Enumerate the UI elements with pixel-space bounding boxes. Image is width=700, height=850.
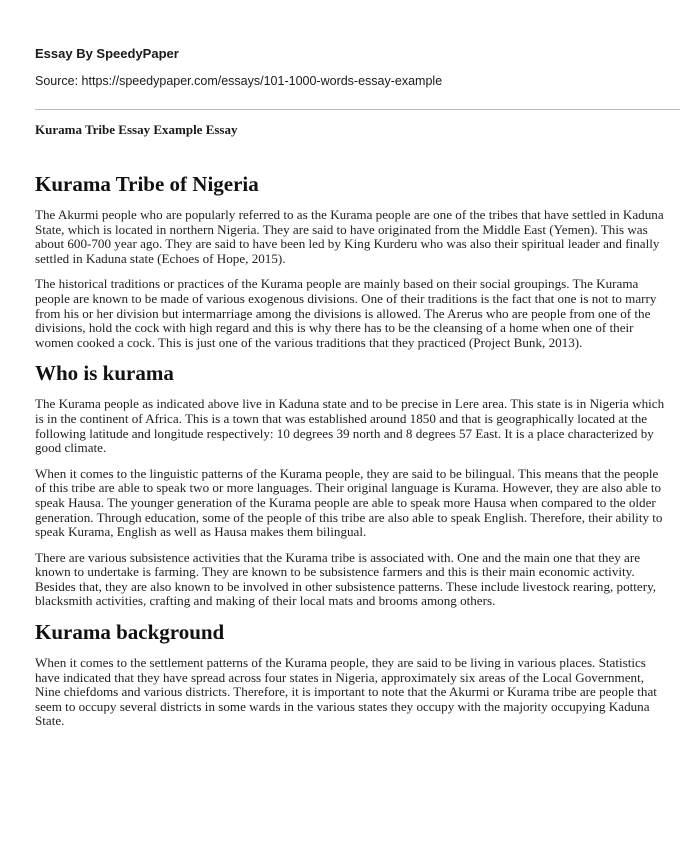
essay-body xyxy=(35,172,672,740)
paragraph: There are various subsistence activities that the Kurama tribe is associated with. One and the main one that they are known to undertake is farming. They are known to be subsistence farmers and this is their main economic activity. Besides that, they are also known to be involved in other subsistence patterns. These include livestock rearing, pottery, blacksmith activities, crafting and making of their local mats and brooms among others. xyxy=(35,549,657,609)
paragraph: The Kurama people as indicated above live in Kaduna state and to be precise in Lere area. This state is in Nigeria which is in the continent of Africa. This is a town that was established around 1850 and that is geographically located at the following latitude and longitude respectively: 10 degrees 39 north and 8 degrees 57 East. It is a place characterized by good climate. xyxy=(35,396,665,456)
section-heading-who-is-kurama: Who is kurama xyxy=(35,361,174,386)
paragraph: When it comes to the linguistic patterns of the Kurama people, they are said to be bilingual. This means that the people of this tribe are able to speak two or more languages. Their original language is Kurama. However, they are also able to speak Hausa. The younger generation of the Kurama people are able to speak more Hausa when compared to the older generation. Through education, some of the people of this tribe are also able to speak English. Therefore, their ability to speak Kurama, English as well as Hausa makes them bilingual. xyxy=(35,465,663,540)
paragraph: The Akurmi people who are popularly referred to as the Kurama people are one of the tribes that have settled in Kaduna State, which is located in northern Nigeria. They are said to have originated from the Middle East (Yemen). This was about 600-700 year ago. They are said to have been led by King Kurderu who was also their spiritual leader and finally settled in Kaduna state (Echoes of Hope, 2015). xyxy=(35,207,664,266)
section-heading-kurama-background: Kurama background xyxy=(35,620,225,645)
paragraph: The historical traditions or practices of the Kurama people are mainly based on their social groupings. The Kurama people are known to be made of various exogenous divisions. One of their traditions is the fact that one is not to marry from his or her division but intermarriage among the divisions is allowed. The Arerus who are people from one of the divisions, hold the cock with high regard and this is why there has to be the cleansing of a home when one of their women cooked a cock. This is just one of the various traditions that they practiced (Project Bunk, 2013). xyxy=(35,276,657,350)
section-heading-kurama-tribe: Kurama Tribe of Nigeria xyxy=(35,172,259,196)
source-line: Source: https://speedypaper.com/essays/101-1000-words-essay-example xyxy=(35,74,443,88)
paragraph: When it comes to the settlement patterns of the Kurama people, they are said to be living in various places. Statistics have indicated that they have spread across four states in Nigeria, approximately six areas of the Local Government, Nine chiefdoms and various districts. Therefore, it is important to note that the Akurmi or Kurama tribe are people that seem to occupy several districts in some wards in the various states they occupy with the majority occupying Kaduna State. xyxy=(35,655,657,729)
header-divider xyxy=(35,109,680,110)
essay-title: Kurama Tribe Essay Example Essay xyxy=(35,122,238,137)
essay-author-line: Essay By SpeedyPaper xyxy=(35,46,179,61)
